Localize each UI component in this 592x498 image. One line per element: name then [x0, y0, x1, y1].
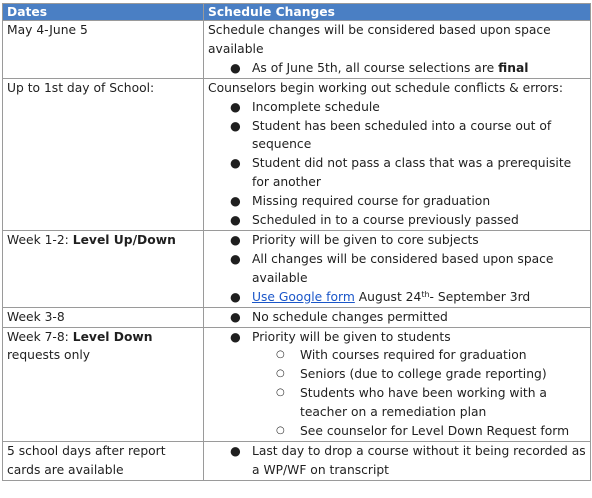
- date-emphasis: Level Down: [72, 329, 153, 344]
- dates-header: Dates: [3, 4, 204, 21]
- bullet-icon: ●: [230, 194, 241, 209]
- changes-cell: [204, 327, 591, 441]
- changes-cell: [204, 307, 591, 327]
- table-row: [3, 230, 591, 307]
- cell-intro: Schedule changes will be considered based upon space available: [208, 23, 551, 56]
- list-item: ● Student did not pass a class that was a prerequisite for another: [230, 156, 572, 190]
- sub-list-item: ○ Students who have been working with a teacher on a remediation plan: [276, 386, 547, 420]
- date-cell: Week 3-8: [3, 307, 204, 327]
- bullet-icon: ●: [230, 309, 241, 324]
- cell-intro: Counselors begin working out schedule conflicts & errors:: [208, 80, 563, 95]
- header-row: [3, 4, 591, 21]
- list-item: ● As of June 5th, all course selections are final: [208, 59, 586, 78]
- table-row: [3, 441, 591, 480]
- bullet-icon: ●: [230, 60, 241, 75]
- circle-bullet-icon: ○: [276, 425, 285, 437]
- schedule-changes-table: [2, 3, 591, 481]
- date-cell: May 4-June 5: [3, 21, 204, 79]
- bullet-icon: ●: [230, 251, 241, 266]
- bullet-icon: ●: [230, 289, 241, 304]
- table-row: [3, 327, 591, 441]
- sub-list-item: ○ Seniors (due to college grade reporting): [252, 365, 586, 384]
- changes-cell: [204, 230, 591, 307]
- list-item: ● No schedule changes permitted: [208, 308, 586, 327]
- list-item: ● Incomplete schedule: [208, 98, 586, 117]
- bullet-list: [208, 231, 586, 307]
- list-item: ● Use Google form August 24th- September 3rd: [208, 288, 586, 307]
- circle-bullet-icon: ○: [276, 387, 285, 399]
- bullet-list: [208, 308, 586, 327]
- changes-cell: [204, 21, 591, 79]
- sub-list-item: ○ See counselor for Level Down Request form: [252, 422, 586, 441]
- schedule-changes-header: Schedule Changes: [204, 4, 591, 21]
- list-item: ● Last day to drop a course without it being recorded as a WP/WF on transcript: [230, 443, 586, 477]
- circle-bullet-icon: ○: [276, 368, 285, 380]
- table-row: [3, 21, 591, 79]
- list-item: ● Scheduled in to a course previously passed: [208, 211, 586, 230]
- emphasis-text: final: [498, 60, 529, 75]
- date-cell: 5 school days after report cards are available: [3, 441, 204, 480]
- bullet-list: [208, 98, 586, 230]
- table-row: [3, 307, 591, 327]
- list-item: ● All changes will be considered based upon space available: [230, 251, 554, 285]
- list-item: ● Student has been scheduled into a course out of sequence: [230, 118, 552, 152]
- bullet-list: [208, 59, 586, 78]
- google-form-link[interactable]: Use Google form: [252, 289, 355, 304]
- sub-bullet-list: [252, 346, 586, 441]
- sub-list-item: ○ With courses required for graduation: [252, 346, 586, 365]
- bullet-list: [208, 328, 586, 441]
- bullet-icon: ●: [230, 232, 241, 247]
- list-item: ● Priority will be given to core subjects: [208, 231, 586, 250]
- date-emphasis: Level Up/Down: [72, 232, 176, 247]
- bullet-icon: ●: [230, 156, 241, 171]
- bullet-icon: ●: [230, 213, 241, 228]
- bullet-icon: ●: [230, 443, 241, 458]
- date-cell: Week 7-8: Level Down requests only: [3, 327, 204, 441]
- date-cell: Week 1-2: Level Up/Down: [3, 230, 204, 307]
- table-row: [3, 78, 591, 230]
- changes-cell: [204, 78, 591, 230]
- circle-bullet-icon: ○: [276, 349, 285, 361]
- bullet-icon: ●: [230, 99, 241, 114]
- bullet-list: [208, 442, 586, 480]
- date-cell: Up to 1st day of School:: [3, 78, 204, 230]
- bullet-icon: ●: [230, 118, 241, 133]
- list-item: ● Missing required course for graduation: [208, 192, 586, 211]
- list-item: ● Priority will be given to students ○ With courses required for graduation ○ Seniors (due to college grade reporting) ○ Students who have been working with a teacher on a remediation plan ○ See counselor for Level Down Request form: [208, 328, 586, 441]
- bullet-icon: ●: [230, 329, 241, 344]
- changes-cell: [204, 441, 591, 480]
